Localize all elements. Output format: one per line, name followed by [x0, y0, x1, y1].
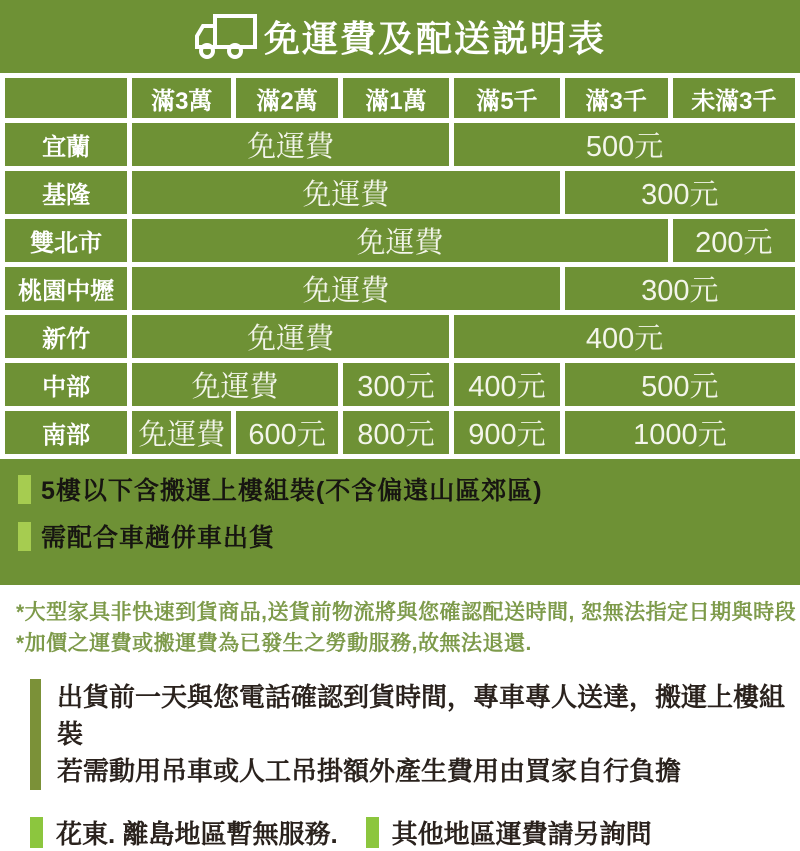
fee-cell: 400元 [452, 313, 798, 361]
fee-cell: 免運費 [130, 217, 671, 265]
fee-cell: 免運費 [130, 409, 234, 457]
page-title: 免運費及配送説明表 [263, 18, 606, 59]
fee-cell: 900元 [452, 409, 563, 457]
delivery-bar-icon [30, 679, 41, 790]
column-header: 滿1萬 [340, 76, 451, 121]
corner-cell [3, 76, 130, 121]
fee-cell: 免運費 [130, 265, 562, 313]
bottom-note-text: 其他地區運費請另詢問 [391, 819, 652, 849]
column-header: 滿5千 [452, 76, 563, 121]
fee-cell: 300元 [562, 265, 797, 313]
table-row [3, 265, 798, 313]
bottom-note-item [366, 814, 652, 851]
bottom-bullet-icon [30, 817, 43, 848]
fee-cell: 免運費 [130, 169, 562, 217]
note-bullet-icon [18, 522, 31, 551]
footnote-text: *加價之運費或搬運費為已發生之勞動服務,故無法退還. [16, 632, 532, 655]
bottom-bullet-icon [366, 817, 379, 848]
footnote-text: *大型家具非快速到貨商品,送貨前物流將與您確認配送時間, 恕無法指定日期與時段 [16, 601, 797, 624]
note-text: 需配合車趟併車出貨 [41, 524, 276, 552]
column-header: 滿2萬 [234, 76, 341, 121]
note-item [18, 518, 800, 554]
fee-cell: 免運費 [130, 361, 341, 409]
green-notes [0, 459, 800, 554]
note-bullet-icon [18, 475, 31, 504]
header-row [3, 76, 798, 121]
note-text: 5樓以下含搬運上樓組裝(不含偏遠山區郊區) [41, 477, 543, 505]
delivery-line-1: 出貨前一天與您電話確認到貨時間，專車專人送達，搬運上樓組裝 [57, 682, 786, 749]
column-header: 未滿3千 [670, 76, 797, 121]
row-label: 中部 [3, 361, 130, 409]
table-row [3, 169, 798, 217]
fee-cell: 300元 [562, 169, 797, 217]
delivery-line-2: 若需動用吊車或人工吊掛額外產生費用由買家自行負擔 [57, 756, 682, 786]
table-row [3, 361, 798, 409]
fee-cell: 600元 [234, 409, 341, 457]
footnotes [0, 597, 800, 659]
white-panel [0, 585, 800, 851]
shipping-fee-table [0, 73, 800, 459]
row-label: 新竹 [3, 313, 130, 361]
bottom-note-item [30, 814, 338, 851]
fee-table-head [3, 76, 798, 121]
fee-cell: 400元 [452, 361, 563, 409]
delivery-info-block [30, 679, 800, 790]
fee-table-body [3, 121, 798, 457]
row-label: 桃園中壢 [3, 265, 130, 313]
column-header: 滿3萬 [130, 76, 234, 121]
truck-icon [194, 14, 258, 60]
title-bar [0, 0, 800, 73]
fee-cell: 500元 [452, 121, 798, 169]
row-label: 基隆 [3, 169, 130, 217]
table-row [3, 313, 798, 361]
row-label: 南部 [3, 409, 130, 457]
row-label: 雙北市 [3, 217, 130, 265]
table-row [3, 217, 798, 265]
fee-cell: 800元 [340, 409, 451, 457]
bottom-notes [30, 814, 800, 851]
fee-cell: 300元 [340, 361, 451, 409]
fee-cell: 1000元 [562, 409, 797, 457]
bottom-note-text: 花東. 離島地區暫無服務. [56, 819, 338, 849]
delivery-info-text [57, 679, 800, 790]
table-row [3, 409, 798, 457]
row-label: 宜蘭 [3, 121, 130, 169]
fee-cell: 200元 [670, 217, 797, 265]
fee-cell: 500元 [562, 361, 797, 409]
fee-cell: 免運費 [130, 121, 452, 169]
fee-cell: 免運費 [130, 313, 452, 361]
note-item [18, 471, 800, 507]
column-header: 滿3千 [562, 76, 670, 121]
table-row [3, 121, 798, 169]
